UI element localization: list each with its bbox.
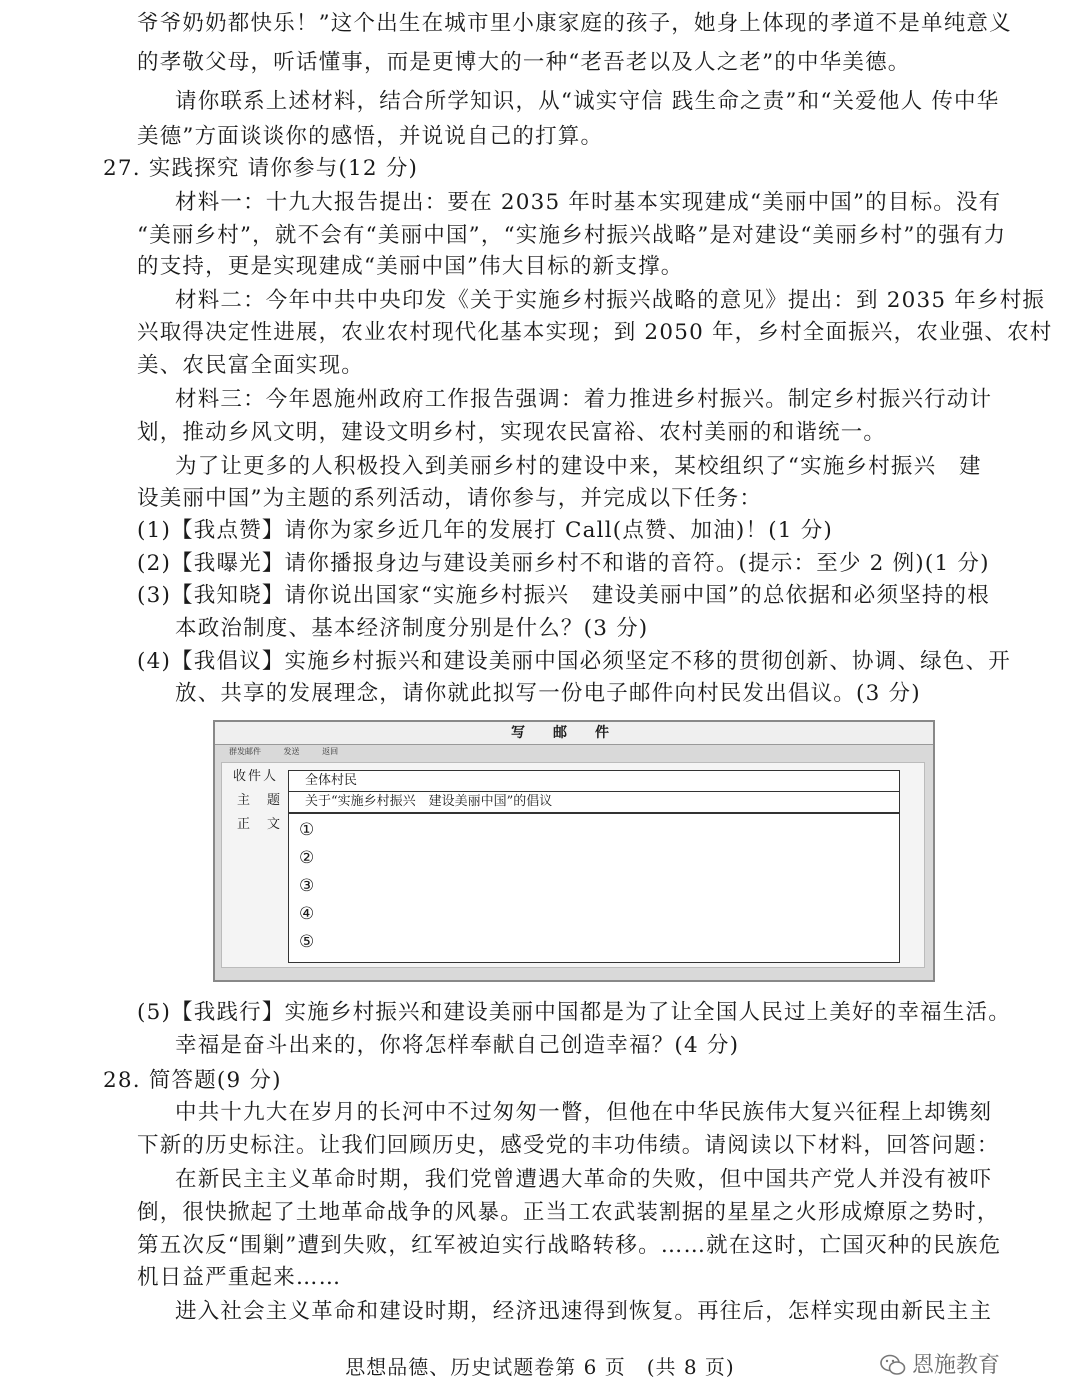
text-line: 材料二：今年中共中央印发《关于实施乡村振兴战略的意见》提出：到 2035 年乡村振 bbox=[175, 288, 1046, 313]
back-button[interactable]: 返回 bbox=[322, 747, 339, 756]
text-line: 设美丽中国”为主题的系列活动，请你参与，并完成以下任务： bbox=[137, 486, 763, 511]
wechat-icon bbox=[880, 1354, 906, 1376]
email-form bbox=[213, 720, 935, 982]
body-field[interactable] bbox=[288, 813, 900, 963]
text-line: 划，推动乡风文明，建设文明乡村，实现农民富裕、农村美丽的和谐统一。 bbox=[137, 420, 887, 445]
text-line: 机日益严重起来…… bbox=[137, 1265, 342, 1290]
text-line: 中共十九大在岁月的长河中不过匆匆一瞥，但他在中华民族伟大复兴征程上却镌刻 bbox=[175, 1100, 993, 1125]
text-line: 的孝敬父母，听话懂事，而是更博大的一种“老吾老以及人之老”的中华美德。 bbox=[137, 50, 911, 75]
text-line: 下新的历史标注。让我们回顾历史，感受党的丰功伟绩。请阅读以下材料，回答问题： bbox=[137, 1133, 1000, 1158]
text-line: “美丽乡村”，就不会有“美丽中国”，“实施乡村振兴战略”是对建设“美丽乡村”的强有力 bbox=[137, 223, 1007, 248]
text-line: (5)【我践行】实施乡村振兴和建设美丽中国都是为了让全国人民过上美好的幸福生活。 bbox=[137, 1000, 1011, 1025]
body-label: 正 文 bbox=[237, 817, 283, 832]
text-line: 为了让更多的人积极投入到美丽乡村的建设中来，某校组织了“实施乡村振兴 建 bbox=[175, 454, 982, 479]
page-footer: 思想品德、历史试题卷第 6 页 (共 8 页) bbox=[345, 1355, 735, 1379]
text-line: 兴取得决定性进展，农业农村现代化基本实现；到 2050 年，乡村全面振兴，农业强、农村 bbox=[137, 320, 1053, 345]
body-item-4: ④ bbox=[299, 904, 315, 924]
email-title: 写邮件 bbox=[215, 722, 933, 745]
body-item-1: ① bbox=[299, 820, 315, 840]
text-line: 美、农民富全面实现。 bbox=[137, 353, 365, 378]
text-line: (1)【我点赞】请你为家乡近几年的发展打 Call(点赞、加油)！(1 分) bbox=[137, 518, 833, 543]
body-item-3: ③ bbox=[299, 876, 315, 896]
text-line: 的支持，更是实现建成“美丽中国”伟大目标的新支撑。 bbox=[137, 254, 684, 279]
text-line: 进入社会主义革命和建设时期，经济迅速得到恢复。再往后，怎样实现由新民主主 bbox=[175, 1299, 993, 1324]
text-line: 幸福是奋斗出来的，你将怎样奉献自己创造幸福？(4 分) bbox=[175, 1033, 740, 1058]
subject-label: 主 题 bbox=[237, 793, 283, 808]
mass-send-button[interactable]: 群发邮件 bbox=[229, 747, 261, 756]
text-line: (3)【我知晓】请你说出国家“实施乡村振兴 建设美丽中国”的总依据和必须坚持的根 bbox=[137, 583, 990, 608]
text-line: (2)【我曝光】请你播报身边与建设美丽乡村不和谐的音符。(提示：至少 2 例)(1 分) bbox=[137, 551, 990, 576]
email-toolbar bbox=[229, 746, 358, 758]
text-line: 本政治制度、基本经济制度分别是什么？(3 分) bbox=[175, 616, 649, 641]
text-line: 爷爷奶奶都快乐！”这个出生在城市里小康家庭的孩子，她身上体现的孝道不是单纯意义 bbox=[137, 11, 1012, 36]
text-line: (4)【我倡议】实施乡村振兴和建设美丽中国必须坚定不移的贯彻创新、协调、绿色、开 bbox=[137, 649, 1011, 674]
recipient-label: 收件人 bbox=[233, 769, 279, 784]
send-button[interactable]: 发送 bbox=[283, 747, 300, 756]
text-line: 倒，很快掀起了土地革命战争的风暴。正当工农武装割据的星星之火形成燎原之势时， bbox=[137, 1200, 1000, 1225]
text-line: 美德”方面谈谈你的感悟，并说说自己的打算。 bbox=[137, 124, 604, 149]
subject-field[interactable]: 关于“实施乡村振兴 建设美丽中国”的倡议 bbox=[288, 791, 900, 813]
recipient-field[interactable]: 全体村民 bbox=[288, 770, 900, 792]
watermark: 恩施教育 bbox=[912, 1353, 1001, 1378]
text-line: 放、共享的发展理念，请你就此拟写一份电子邮件向村民发出倡议。(3 分) bbox=[175, 681, 921, 706]
text-line: 第五次反“围剿”遭到失败，红军被迫实行战略转移。……就在这时，亡国灭种的民族危 bbox=[137, 1233, 1002, 1258]
body-item-2: ② bbox=[299, 848, 315, 868]
body-item-5: ⑤ bbox=[299, 932, 315, 952]
text-line: 材料一：十九大报告提出：要在 2035 年时基本实现建成“美丽中国”的目标。没有 bbox=[175, 190, 1002, 215]
text-line: 在新民主主义革命时期，我们党曾遭遇大革命的失败，但中国共产党人并没有被吓 bbox=[175, 1167, 993, 1192]
text-line: 28. 简答题(9 分) bbox=[103, 1068, 282, 1093]
text-line: 材料三：今年恩施州政府工作报告强调：着力推进乡村振兴。制定乡村振兴行动计 bbox=[175, 387, 993, 412]
text-line: 请你联系上述材料，结合所学知识，从“诚实守信 践生命之责”和“关爱他人 传中华 bbox=[175, 89, 1000, 114]
text-line: 27. 实践探究 请你参与(12 分) bbox=[103, 156, 419, 181]
